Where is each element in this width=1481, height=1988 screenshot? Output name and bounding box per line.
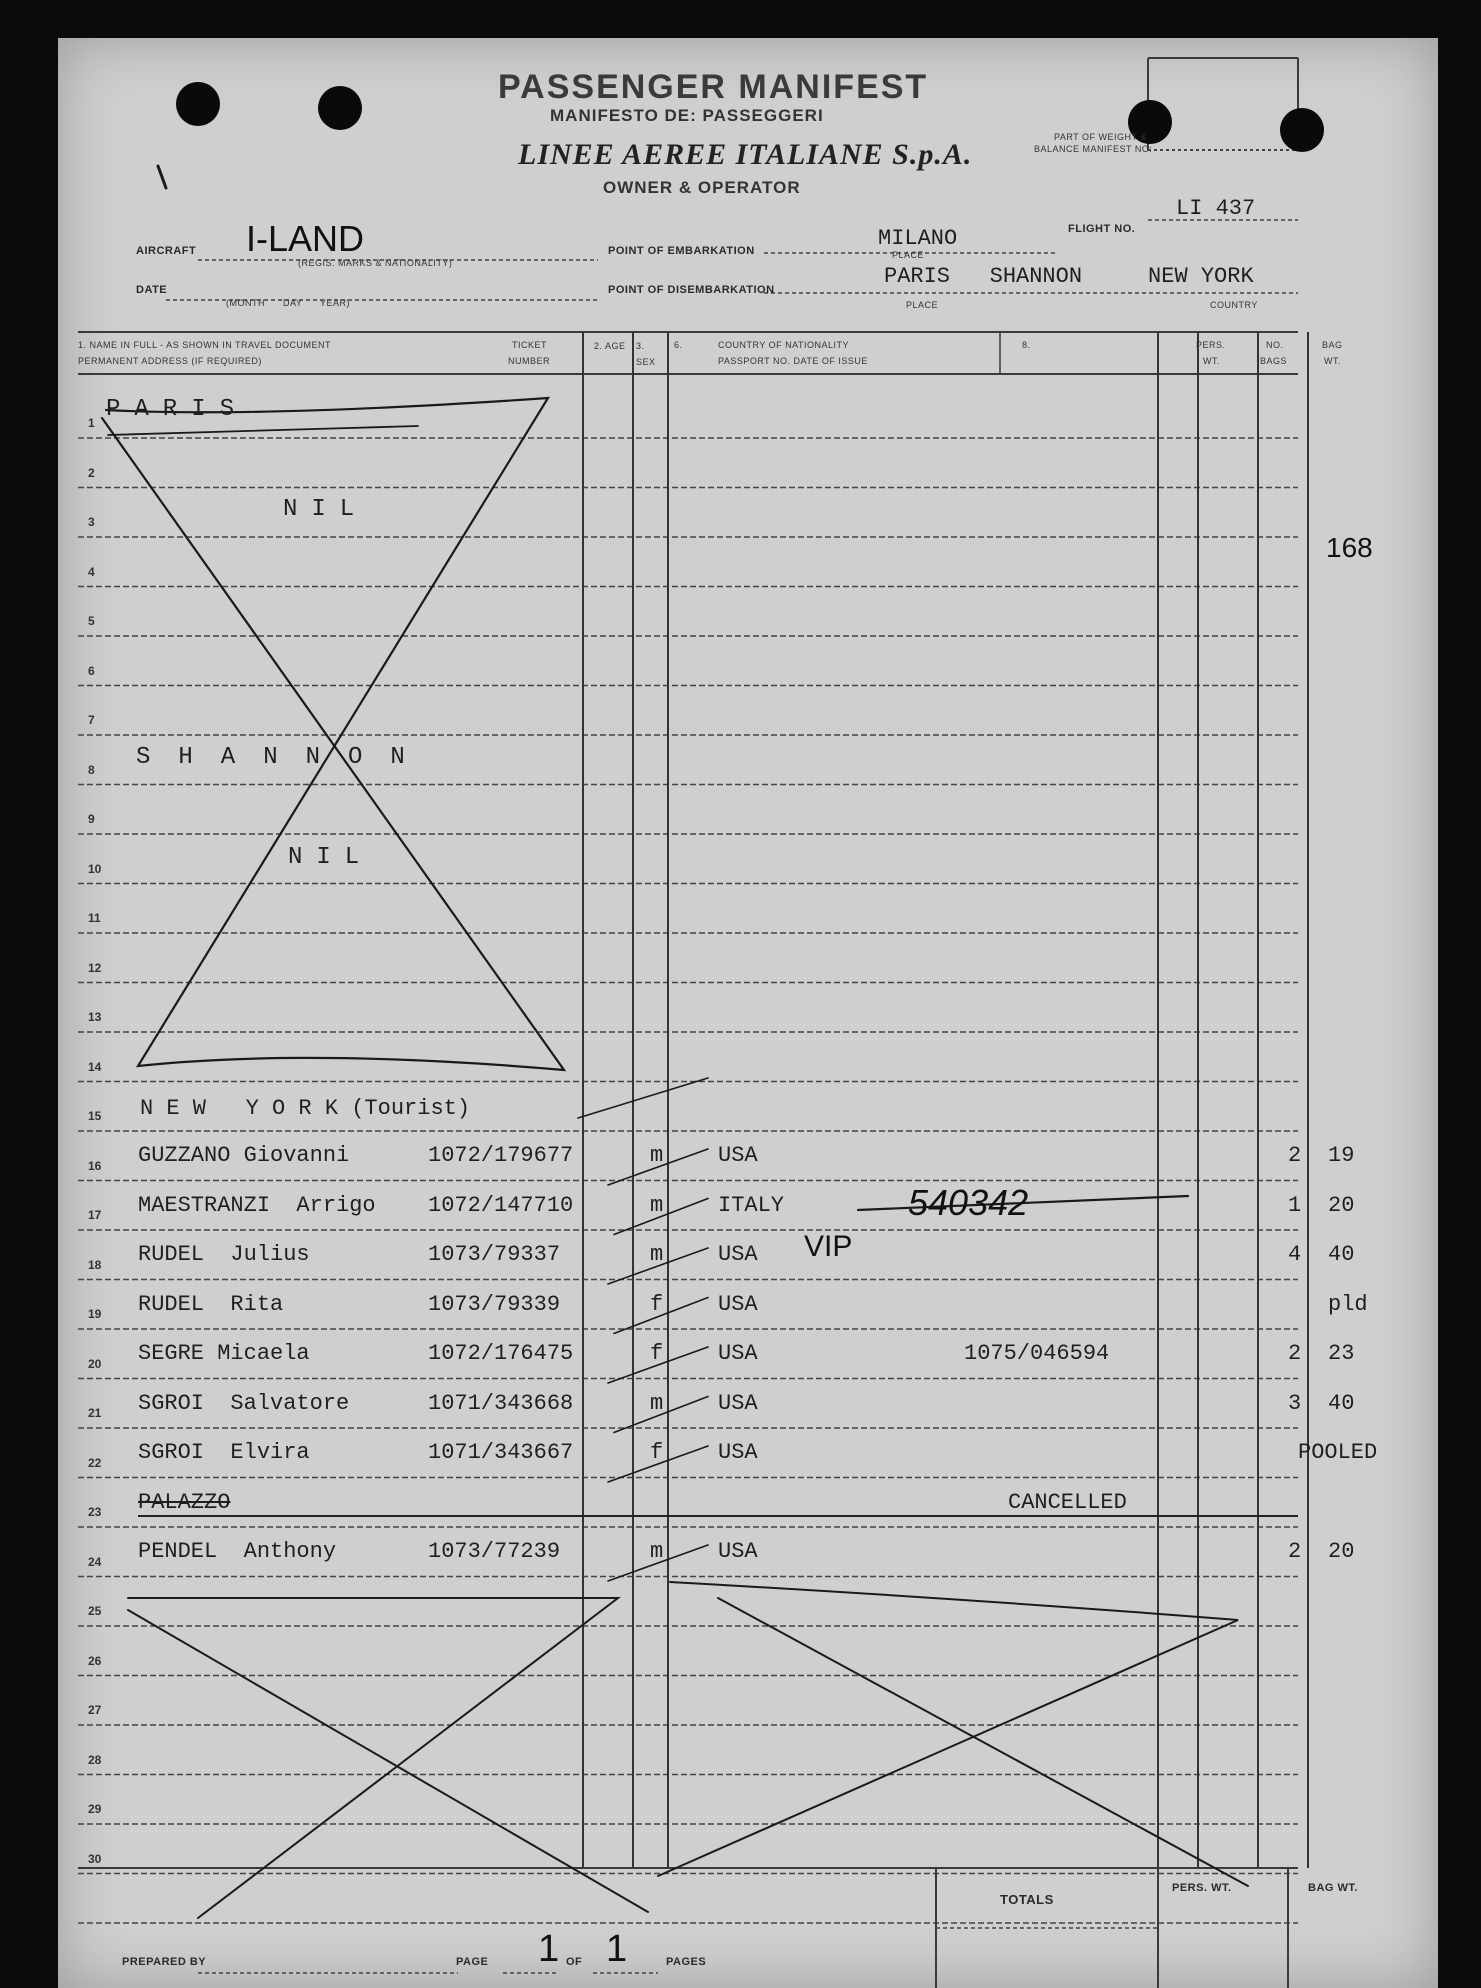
col-age-header: 2. AGE [594, 341, 626, 351]
row-number: 6 [88, 663, 95, 678]
col-6-header: 6. [674, 340, 683, 350]
row-number: 10 [88, 861, 102, 876]
airline-logo: LINEE AEREE ITALIANE S.p.A. [518, 138, 973, 171]
disembarkation-label: POINT OF DISEMBARKATION [608, 284, 775, 296]
form-grid [58, 38, 1438, 1988]
manifest-sheet [58, 38, 1438, 1988]
country-label: COUNTRY [1210, 300, 1258, 310]
passenger-name: PALAZZO [138, 1489, 231, 1515]
row-number: 9 [88, 812, 95, 826]
row-number: 17 [88, 1208, 102, 1222]
row-number: 22 [88, 1455, 102, 1470]
passenger-sex: f [650, 1440, 664, 1465]
punch-hole [176, 82, 220, 126]
passenger-name: SGROI Salvatore [138, 1390, 350, 1416]
passenger-name: SGROI Elvira [138, 1440, 310, 1465]
table-row [58, 1341, 1438, 1381]
balance-manifest-label: BALANCE MANIFEST NO: [1034, 144, 1153, 154]
table-row [58, 1193, 1438, 1233]
passenger-sex: m [650, 1192, 664, 1218]
row-number: 23 [88, 1505, 102, 1519]
passenger-sex: m [650, 1539, 664, 1564]
flight-no-value: LI 437 [1176, 196, 1256, 221]
handwritten-vip: VIP [804, 1230, 853, 1263]
table-row [58, 1242, 1438, 1282]
row-number: 21 [88, 1406, 102, 1420]
passenger-nationality: USA [718, 1390, 758, 1416]
row-number: 25 [88, 1604, 102, 1618]
table-row [58, 1440, 1438, 1480]
manifest-subtitle: MANIFESTO DE: PASSEGGERI [550, 106, 824, 125]
bag-count: 1 [1288, 1192, 1302, 1218]
ticket-number: 1073/79339 [428, 1291, 561, 1317]
place-label: PLACE [892, 250, 925, 260]
row-number: 16 [88, 1158, 102, 1173]
col-address-header: PERMANENT ADDRESS (IF REQUIRED) [78, 356, 262, 366]
aircraft-label: AIRCRAFT [136, 245, 197, 257]
passenger-name: SEGRE Micaela [138, 1341, 310, 1366]
table-row [58, 1539, 1438, 1579]
passenger-sex: f [650, 1291, 664, 1317]
bag-count: 2 [1288, 1143, 1302, 1168]
page-label: PAGE [456, 1956, 489, 1968]
bag-weight: 23 [1328, 1341, 1355, 1366]
row-number: 27 [88, 1703, 102, 1717]
col-nationality-header: COUNTRY OF NATIONALITY [718, 340, 850, 350]
passenger-nationality: USA [718, 1440, 758, 1465]
row-number: 30 [88, 1851, 102, 1866]
of-label: OF [566, 1956, 583, 1968]
passenger-sex: f [650, 1341, 664, 1366]
punch-hole [1280, 108, 1324, 152]
col-bags-header-2: BAGS [1260, 356, 1288, 366]
part-of-weight-label: PART OF WEIGHT & [1054, 132, 1147, 142]
row-number: 11 [88, 911, 101, 925]
row-number: 20 [88, 1356, 102, 1371]
row-number: 8 [88, 762, 95, 777]
ticket-number: 1071/343667 [428, 1440, 574, 1465]
handwritten-number: 540342 [908, 1182, 1029, 1223]
table-row [58, 1292, 1438, 1332]
row-number: 4 [88, 564, 95, 579]
embarkation-value: MILANO [878, 226, 958, 251]
table-row [58, 1391, 1438, 1431]
section-paris: PARIS [106, 396, 249, 423]
row-number: 29 [88, 1802, 102, 1816]
passenger-name: RUDEL Julius [138, 1242, 310, 1267]
row-number: 14 [88, 1059, 102, 1074]
ticket-number: 1073/77239 [428, 1539, 561, 1564]
embarkation-label: POINT OF EMBARKATION [608, 245, 755, 257]
of-value: 1 [606, 1928, 628, 1970]
col-ticket-header-2: NUMBER [508, 356, 551, 366]
bag-count: 3 [1288, 1390, 1302, 1416]
manifest-title: PASSENGER MANIFEST [498, 68, 929, 106]
footer-bag-wt-label: BAG WT. [1308, 1882, 1358, 1894]
passenger-nationality: USA [718, 1539, 758, 1564]
row-number: 18 [88, 1257, 102, 1272]
passenger-extra: CANCELLED [1008, 1489, 1127, 1515]
disembarkation-value: PARIS SHANNON NEW YORK [884, 264, 1254, 289]
passenger-sex: m [650, 1390, 664, 1416]
pers-wt-total: 168 [1326, 532, 1373, 563]
ticket-number: 1073/79337 [428, 1242, 561, 1267]
row-number: 28 [88, 1752, 102, 1767]
row-number: 3 [88, 515, 95, 529]
passenger-extra: 1075/046594 [964, 1341, 1110, 1366]
prepared-by-label: PREPARED BY [122, 1956, 207, 1968]
passenger-sex: m [650, 1242, 664, 1267]
row-number: 19 [88, 1307, 102, 1321]
ticket-number: 1072/147710 [428, 1192, 574, 1218]
ticket-number: 1072/176475 [428, 1341, 574, 1366]
row-number: 1 [88, 416, 95, 430]
passenger-sex: m [650, 1143, 664, 1168]
col-name-header: 1. NAME IN FULL - AS SHOWN IN TRAVEL DOCUMENT [78, 340, 332, 350]
section-shannon: SHANNON [136, 744, 433, 771]
ticket-number: 1071/343668 [428, 1390, 574, 1416]
section-new-york: N E W Y O R K (Tourist) [140, 1096, 471, 1121]
punch-hole [318, 86, 362, 130]
passenger-name: PENDEL Anthony [138, 1539, 337, 1564]
footer-pers-wt-label: PERS. WT. [1172, 1882, 1232, 1894]
ticket-number: 1072/179677 [428, 1143, 574, 1168]
bag-weight: 40 [1328, 1242, 1355, 1267]
bag-weight: pld [1328, 1291, 1368, 1317]
passenger-nationality: USA [718, 1341, 758, 1366]
bag-count: 4 [1288, 1242, 1302, 1267]
col-8-header: 8. [1022, 340, 1031, 350]
owner-operator: OWNER & OPERATOR [603, 178, 801, 197]
passenger-name: RUDEL Rita [138, 1291, 284, 1317]
date-label: DATE [136, 284, 168, 296]
col-bags-header: NO. [1266, 340, 1284, 350]
bag-weight: 20 [1328, 1192, 1355, 1218]
section-nil-1: NIL [283, 496, 369, 523]
passenger-nationality: USA [718, 1242, 758, 1267]
col-bag-wt-header-2: WT. [1324, 356, 1341, 366]
row-number: 2 [88, 465, 95, 480]
flight-no-label: FLIGHT NO. [1068, 223, 1136, 235]
page-value: 1 [538, 1928, 560, 1970]
passenger-name: MAESTRANZI Arrigo [138, 1192, 376, 1218]
col-pers-wt-header-2: WT. [1203, 356, 1220, 366]
bag-weight: 40 [1328, 1390, 1355, 1416]
row-number: 26 [88, 1653, 102, 1668]
row-number: 7 [88, 713, 95, 727]
bag-weight: 20 [1328, 1539, 1355, 1564]
col-ticket-header: TICKET [512, 340, 548, 350]
bag-count: 2 [1288, 1539, 1302, 1564]
table-row [58, 1490, 1438, 1530]
passenger-nationality: USA [718, 1291, 758, 1317]
row-number: 13 [88, 1010, 102, 1024]
date-sub-label: (MONTH DAY YEAR) [226, 298, 351, 308]
col-pers-wt-header: PERS. [1196, 340, 1226, 350]
pages-label: PAGES [666, 1956, 707, 1968]
row-number: 15 [88, 1109, 102, 1123]
row-number: 5 [88, 614, 95, 628]
table-row [58, 1143, 1438, 1183]
bag-weight: POOLED [1298, 1440, 1378, 1465]
row-number: 12 [88, 960, 102, 975]
aircraft-value: I-LAND [246, 218, 365, 259]
col-bag-wt-header: BAG [1322, 340, 1343, 350]
row-number: 24 [88, 1554, 102, 1569]
totals-label: TOTALS [1000, 1892, 1054, 1907]
col-sex-header: 3. SEX [636, 341, 656, 367]
passenger-name: GUZZANO Giovanni [138, 1143, 350, 1168]
col-passport-header: PASSPORT NO. DATE OF ISSUE [718, 356, 868, 366]
section-nil-2: NIL [288, 844, 374, 871]
bag-count: 2 [1288, 1341, 1302, 1366]
passenger-nationality: ITALY [718, 1192, 785, 1218]
place-label-2: PLACE [906, 300, 939, 310]
aircraft-sub-label: (REGIS. MARKS & NATIONALITY) [298, 258, 453, 268]
passenger-nationality: USA [718, 1143, 758, 1168]
bag-weight: 19 [1328, 1143, 1355, 1168]
